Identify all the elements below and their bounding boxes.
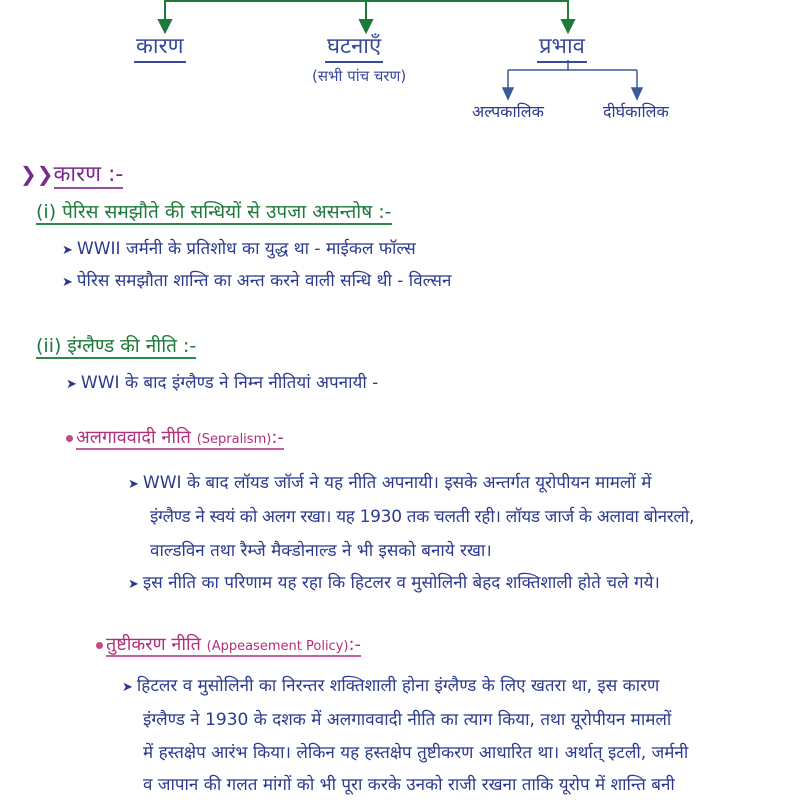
effect-long-term: दीर्घकालिक (603, 102, 669, 121)
section-heading-causes: ❯❯कारण :- (20, 162, 124, 187)
list-item: ➤ WWI के बाद इंग्लैण्ड ने निम्न नीतियां अपनायी - (66, 373, 379, 393)
bullet-dot-icon (96, 642, 103, 649)
list-item: ➤ पेरिस समझौता शान्ति का अन्त करने वाली सन्धि थी - विल्सन (62, 271, 452, 291)
tree-node-causes: कारण (134, 30, 186, 63)
paragraph-line: ➤ इस नीति का परिणाम यह रहा कि हिटलर व मुसोलिनी बेहद शक्तिशाली होते चले गये। (128, 573, 660, 593)
hook-arrow-icon: ➤ (128, 577, 139, 592)
events-note: (सभी पांच चरण) (312, 67, 407, 85)
hook-arrow-icon: ➤ (62, 275, 73, 290)
double-chevron-icon: ❯❯ (20, 162, 54, 186)
tree-node-events: घटनाएँ (325, 30, 383, 63)
tree-connectors (0, 0, 800, 110)
paragraph-line: इंग्लैण्ड ने 1930 के दशक में अलगाववादी नीति का त्याग किया, तथा यूरोपीयन मामलों (143, 710, 672, 730)
cause2-heading: (ii) इंग्लैण्ड की नीति :- (36, 335, 197, 357)
list-item: ➤ WWII जर्मनी के प्रतिशोध का युद्ध था - माईकल फॉल्स (62, 239, 416, 259)
hook-arrow-icon: ➤ (128, 477, 139, 492)
effects-branch-lines (503, 60, 642, 99)
paragraph-line: व जापान की गलत मांगों को भी पूरा करके उनको राजी रखना ताकि यूरोप में शान्ति बनी (143, 775, 675, 795)
policy2-heading: तुष्टीकरण नीति (Appeasement Policy):- (96, 632, 361, 656)
bullet-dot-icon (66, 435, 73, 442)
hook-arrow-icon: ➤ (66, 377, 77, 392)
green-branch-lines (159, 0, 574, 32)
policy1-heading: अलगाववादी नीति (Sepralism):- (66, 425, 284, 449)
paragraph-line: में हस्तक्षेप आरंभ किया। लेकिन यह हस्तक्षेप तुष्टीकरण आधारित था। अर्थात् इटली, जर्मनी (143, 743, 689, 763)
paragraph-line: वाल्डविन तथा रैम्जे मैक्डोनाल्ड ने भी इसको बनाये रखा। (150, 541, 492, 561)
hook-arrow-icon: ➤ (62, 243, 73, 258)
hook-arrow-icon: ➤ (122, 680, 133, 695)
tree-node-effects: प्रभाव (537, 30, 587, 63)
cause1-heading: (i) पेरिस समझौते की सन्धियों से उपजा असन्तोष :- (36, 201, 392, 223)
paragraph-line: ➤ WWI के बाद लॉयड जॉर्ज ने यह नीति अपनायी। इसके अन्तर्गत यूरोपीयन मामलों में (128, 473, 652, 493)
paragraph-line: ➤ हिटलर व मुसोलिनी का निरन्तर शक्तिशाली होना इंग्लैण्ड के लिए खतरा था, इस कारण (122, 676, 660, 696)
paragraph-line: इंग्लैण्ड ने स्वयं को अलग रखा। यह 1930 तक चलती रही। लॉयड जार्ज के अलावा बोनरलो, (150, 507, 695, 527)
effect-short-term: अल्पकालिक (472, 102, 544, 121)
